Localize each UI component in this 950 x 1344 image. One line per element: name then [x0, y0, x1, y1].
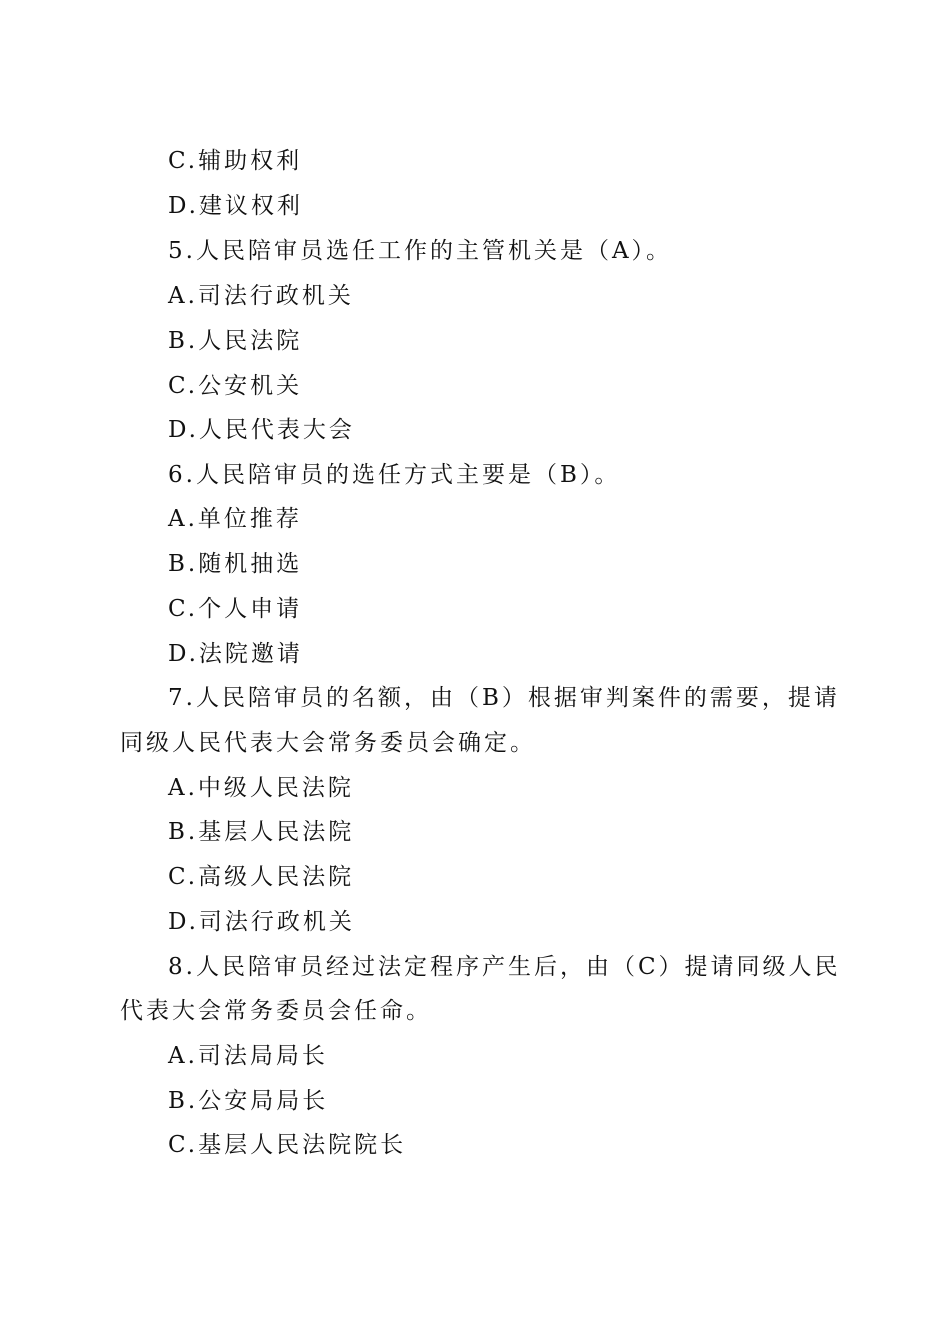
- option-line: D.人民代表大会: [168, 417, 355, 443]
- question-line: 6.人民陪审员的选任方式主要是（B）。: [168, 462, 621, 488]
- option-line: D.建议权利: [168, 193, 303, 219]
- option-line: A.司法行政机关: [168, 283, 354, 309]
- option-line: A.单位推荐: [168, 506, 302, 532]
- option-line: B.人民法院: [168, 328, 303, 354]
- option-line: C.公安机关: [168, 373, 303, 399]
- question-line: 5.人民陪审员选任工作的主管机关是（A）。: [168, 238, 673, 264]
- option-line: B.随机抽选: [168, 551, 303, 577]
- option-line: C.高级人民法院: [168, 864, 355, 890]
- option-line: B.基层人民法院: [168, 819, 355, 845]
- question-line: 8.人民陪审员经过法定程序产生后，由（C）提请同级人民: [168, 954, 841, 980]
- option-line: D.法院邀请: [168, 641, 303, 667]
- option-line: C.辅助权利: [168, 148, 303, 174]
- question-continuation: 代表大会常务委员会任命。: [120, 998, 432, 1024]
- option-line: D.司法行政机关: [168, 909, 355, 935]
- option-line: B.公安局局长: [168, 1088, 329, 1114]
- option-line: C.基层人民法院院长: [168, 1132, 407, 1158]
- option-line: A.司法局局长: [168, 1043, 328, 1069]
- question-line: 7.人民陪审员的名额，由（B）根据审判案件的需要，提请: [168, 685, 840, 711]
- option-line: C.个人申请: [168, 596, 303, 622]
- question-continuation: 同级人民代表大会常务委员会确定。: [120, 730, 536, 756]
- option-line: A.中级人民法院: [168, 775, 354, 801]
